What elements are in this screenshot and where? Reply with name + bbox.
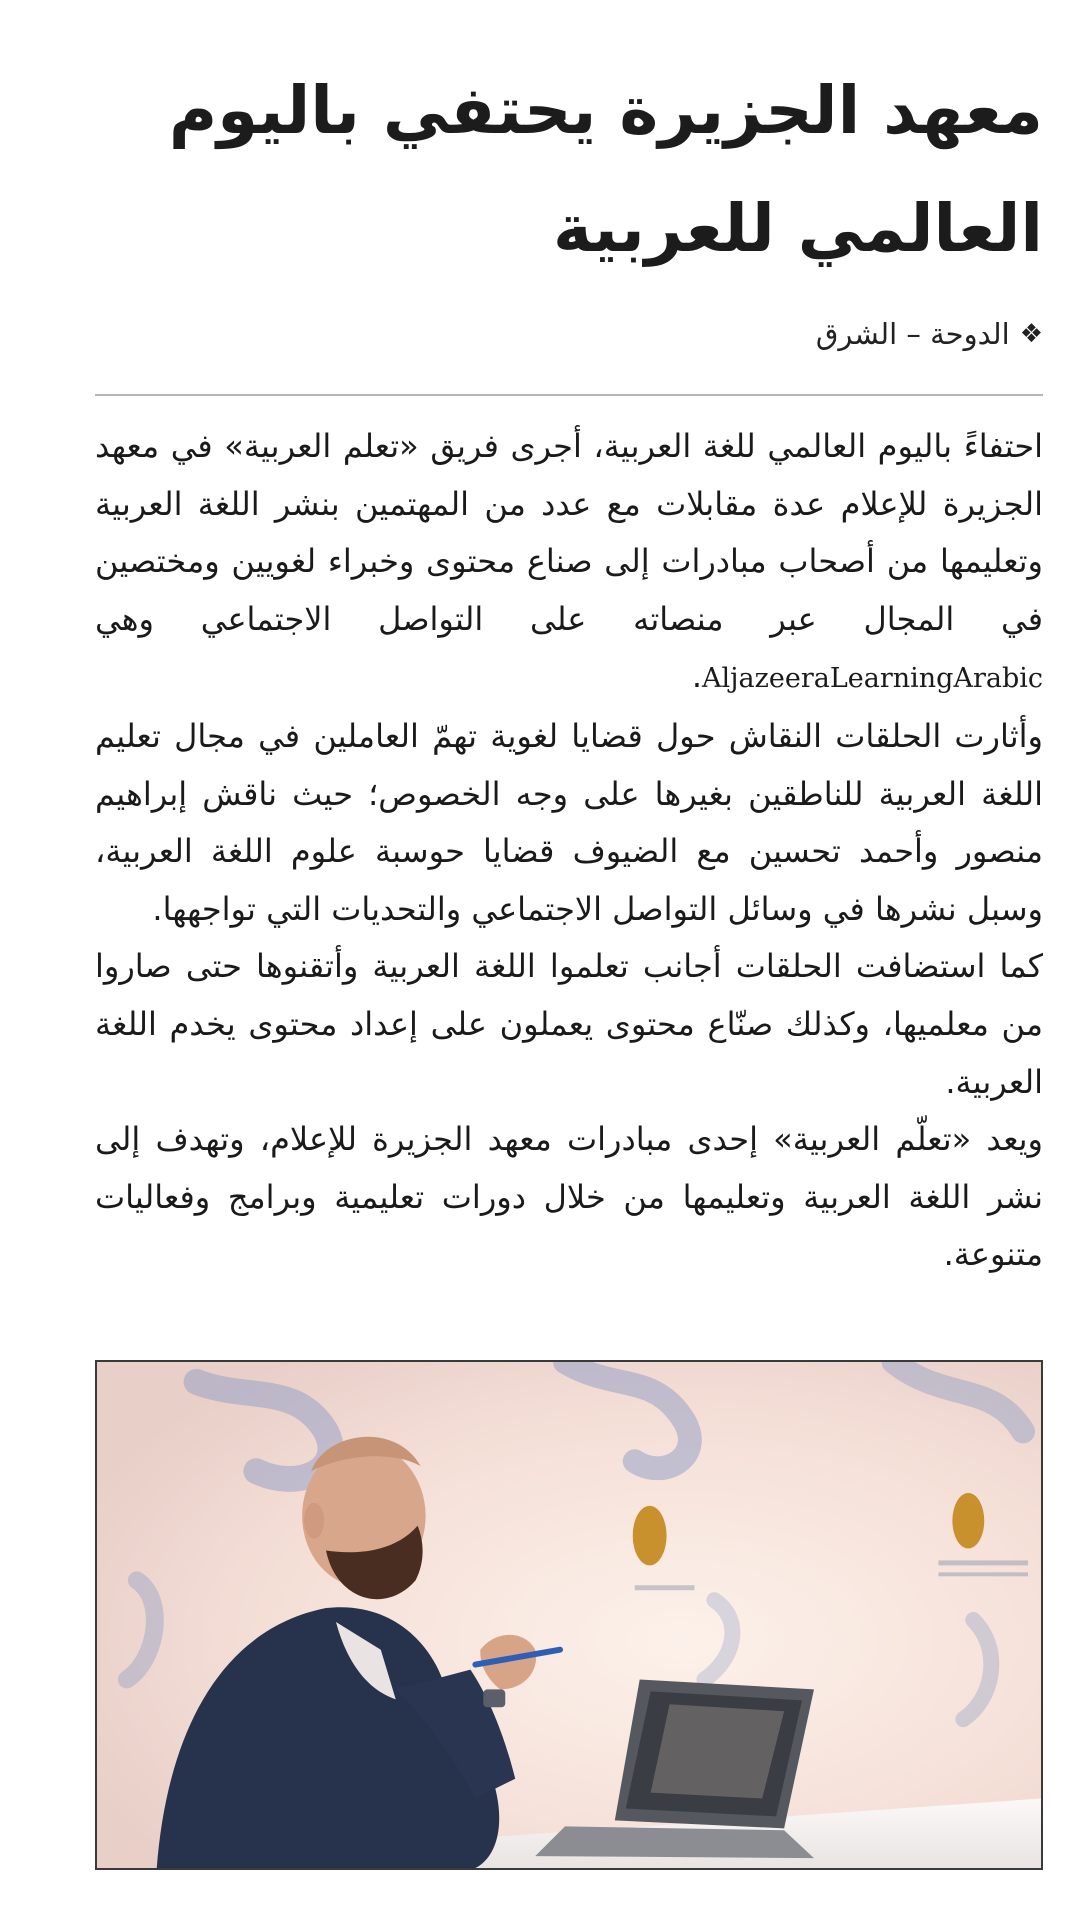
article-headline xyxy=(95,52,1043,288)
paragraph-4: ويعد «تعلّم العربية» إحدى مبادرات معهد الجزيرة للإعلام، وتهدف إلى نشر اللغة العربية وتعليمها من خلال دورات تعليمية وبرامج وفعاليات متنوعة. xyxy=(95,1120,1043,1274)
news-article xyxy=(95,0,1043,1908)
paragraph-2: وأثارت الحلقات النقاش حول قضايا لغوية تهمّ العاملين في مجال تعليم اللغة العربية للناطقين بغيرها على وجه الخصوص؛ حيث ناقش إبراهيم منصور وأحمد تحسين مع الضيوف قضايا حوسبة علوم اللغة العربية، وسبل نشرها في وسائل التواصل الاجتماعي والتحديات التي تواجهها. xyxy=(95,716,1043,928)
paragraph-1-end: . xyxy=(691,657,703,696)
dateline-text: الدوحة – الشرق xyxy=(815,317,1010,351)
paragraph-1-text: احتفاءً باليوم العالمي للغة العربية، أجرى فريق «تعلم العربية» في معهد الجزيرة للإعلام عدة مقابلات مع عدد من المهتمين بنشر اللغة العربية وتعليمها من أصحاب مبادرات إلى صناع محتوى وخبراء لغويين ومختصين في المجال عبر منصاته على التواصل الاجتماعي وهي xyxy=(95,427,1043,638)
article-photo xyxy=(95,1360,1043,1870)
man-with-laptop-photo xyxy=(97,1362,1041,1868)
article-body xyxy=(95,418,1043,1284)
paragraph-3: كما استضافت الحلقات أجانب تعلموا اللغة العربية وأتقنوها حتى صاروا من معلميها، وكذلك صنّاع محتوى يعملون على إعداد محتوى يخدم اللغة العربية. xyxy=(95,947,1043,1101)
paragraph-1 xyxy=(95,418,1043,708)
dateline xyxy=(95,312,1043,356)
dateline-bullet-icon: ❖ xyxy=(1019,319,1043,349)
section-divider xyxy=(95,394,1043,396)
social-handle: AljazeeraLearningArabic xyxy=(702,663,1043,695)
headline-line-2: العالمي للعربية xyxy=(552,190,1043,267)
headline-line-1: معهد الجزيرة يحتفي باليوم xyxy=(168,72,1043,149)
